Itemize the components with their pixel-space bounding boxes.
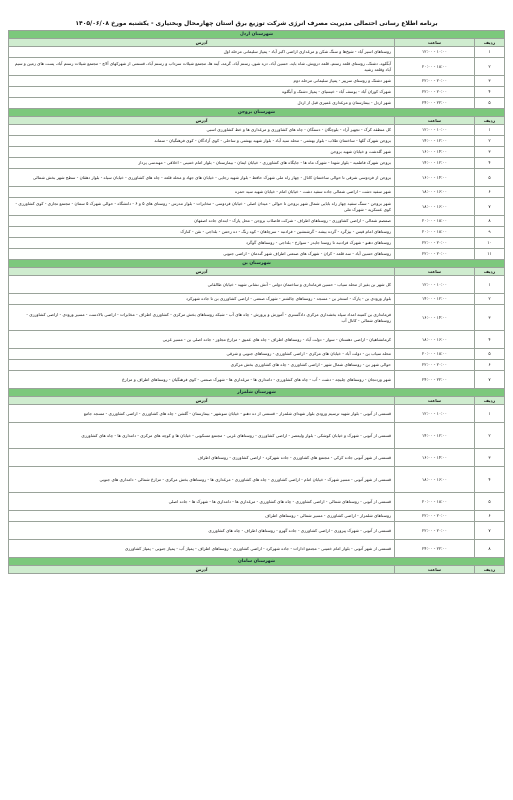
row-address: قسمتی از آتونی - شهرک پیروزی - اراضی کشاورزی - جاده گهرو - روستاهای اطراف - چاه های کشاورزی (9, 522, 395, 540)
table-row (9, 238, 505, 249)
row-number: ۸ (475, 540, 505, 558)
header-row-number: ردیف (475, 39, 505, 47)
row-address: روستاهای امام قیس - بیژگرد - گرده بیشه - گرشنشین - فرادنبه - سرچاهان - کوه رنگ - ده رحمن - بلداجی - نقن - کنارک (9, 227, 395, 238)
row-address: صمصم شمالی - اراضی کشاورزی - روستاهای اطراف - شرکت فاضلاب بروجن - محل پارک - ابتدای جاده اصفهان (9, 216, 395, 227)
row-number: ۳ (475, 76, 505, 87)
row-time: ۲۲:۰۰ - ۲۴:۰۰ (395, 98, 475, 109)
row-time: ۲۰:۰۰ - ۲۲:۰۰ (395, 76, 475, 87)
row-time: ۲۰:۰۰ - ۲۲:۰۰ (395, 238, 475, 249)
section-title-row (9, 260, 505, 268)
row-time: ۱۲:۰۰ - ۱۴:۰۰ (395, 158, 475, 169)
page (8, 0, 505, 574)
row-address: شهر گلدشت و خیابان شهید بروجن (9, 147, 395, 158)
row-number: ۶ (475, 511, 505, 522)
row-address: شهرک کوران آباد - یوسف آباد - خیسیای - پمپاژ دشتک و آبگلوه (9, 87, 395, 98)
table-row (9, 405, 505, 423)
header-address: آدرس (9, 117, 395, 125)
row-number: ۱ (475, 405, 505, 423)
row-time: ۲۰:۰۰ - ۲۲:۰۰ (395, 511, 475, 522)
row-address: شهر بروجن - سنگ سفید چهار راه بابایی شمال شهر بروجن تا حوالی - میدان اصلی - خیابان فردوسی - مخابرات - بلوار مدرس - روستای های ۵ و ۶ - دانشگاه - حوالی شهرک ۵ سمان - مجتمع تجاری - کوی کشاورزی - کوی عسکریه - شهرک ملی (9, 198, 395, 216)
header-row (9, 117, 505, 125)
row-number: ۶ (475, 360, 505, 371)
row-time: ۲۲:۰۰ - ۲۴:۰۰ (395, 540, 475, 558)
table-row (9, 294, 505, 305)
row-address: کرمانشاهیان - اراضی دهستان - سوار - دولت آباد - روستاهای اطراف - چاه های عمیق - مزارع مجاور - جاده اصلی بن - مسیر غربی (9, 331, 395, 349)
row-number: ۴ (475, 331, 505, 349)
table-row (9, 371, 505, 389)
row-address: بروجن شهرک گلها - ساختمان طلاب - بلوار بهشتی - محله سید آباد - بلوار شهید بهشتی و ساحلی - کوی آزادگان - کوی فرهنگیان - سمانه (9, 136, 395, 147)
row-time: ۱۶:۰۰ - ۱۸:۰۰ (395, 331, 475, 349)
table-row (9, 522, 505, 540)
table-row (9, 511, 505, 522)
table-row (9, 198, 505, 216)
table-row (9, 331, 505, 349)
row-number: ۳ (475, 305, 505, 331)
table-row (9, 76, 505, 87)
row-address: بروجن از فردوسی شرقی تا حوالی ساختمان کانال - چهار راه ملی شهرک حافظ - بلوار شهید رجایی - خیابان های جهاد و محله قلعه - چاه های کشاورزی - خیابان سیاه - بلوار دهقان - سطح شهر بخش شمالی (9, 169, 395, 187)
header-row-number: ردیف (475, 117, 505, 125)
header-address: آدرس (9, 39, 395, 47)
row-time: ۱۸:۰۰ - ۲۰:۰۰ (395, 227, 475, 238)
row-address: بروجن شهرک فاطمیه - بلوار شهدا - شهرک ماه ها - جایگاه های کشاورزی - خیابان ایمان - بیمارستان - بلوار امام خمینی - اخلاقی - مهندسی پرداز (9, 158, 395, 169)
row-address: روستاهای شلمزار - اراضی کشاورزی - مسیر شمالی - روستاهای اطراف (9, 511, 395, 522)
row-number: ۴ (475, 158, 505, 169)
row-number: ۷ (475, 198, 505, 216)
row-address: شهر سفید دشت - اراضی شمالی جاده سفید دشت - خیابان امام - خیابان شهید سید حمزه (9, 187, 395, 198)
row-number: ۵ (475, 493, 505, 511)
table-row (9, 216, 505, 227)
header-row-number: ردیف (475, 566, 505, 574)
table-row (9, 227, 505, 238)
row-time: ۱۶:۰۰ - ۱۸:۰۰ (395, 198, 475, 216)
row-time: ۱۸:۰۰ - ۲۰:۰۰ (395, 216, 475, 227)
row-time: ۱۸:۰۰ - ۲۰:۰۰ (395, 349, 475, 360)
schedule-table (8, 30, 505, 574)
row-address: آبگلوه، دشتک، روستای قلعه رستم، قلعه درویش، شاه باید، حسین آباد، دره شور، رستم آباد، گرمه، آینه ها، مجتمع شیلات سرداب و رستم آباد، قسمتی از شهرکهای آلاچ - مجتمع شیلات رستم آباد، پست های زمین و سیم آباد وقلعه رشید (9, 58, 395, 76)
table-row (9, 276, 505, 294)
row-number: ۳ (475, 449, 505, 467)
row-address: قسمتی از شهر آتونی - مسیر شهرک - خیابان امام - اراضی کشاورزی - چاه های کشاورزی - مرغداری ها - روستاهای بخش مرکزی - مزارع شمالی - دامداری های جنوبی (9, 467, 395, 493)
header-time: ساعت (395, 566, 475, 574)
table-row (9, 493, 505, 511)
header-time: ساعت (395, 268, 475, 276)
row-address: شهر دشتک و روستای سرپیر - پمپاژ سلیمانی مرحله دوم (9, 76, 395, 87)
row-time: ۲۰:۰۰ - ۲۲:۰۰ (395, 360, 475, 371)
row-address: قسمتی از آتونی - شهرک و خیابان کوشکی - بلوار ولیعصر - اراضی کشاورزی - روستاهای غربی - مجتمع مسکونی - خیابان ها و کوچه های مرکزی - دامداری ها - چاه های کشاورزی (9, 423, 395, 449)
row-number: ۲ (475, 58, 505, 76)
section-title-row (9, 558, 505, 566)
table-row (9, 125, 505, 136)
row-address: فرمانداری بن کمیته امداد سپاه بخشداری مرکزی دادگستری - آموزش و پرورش - چاه های آب - شبکه روستاهای بخش مرکزی - کشاورزی اطراف - مخابرات - اراضی بالادست - مسیر ورودی - اراضی کشاورزی - روستاهای شمالی - کانال آب (9, 305, 395, 331)
row-address: قسمتی از شهر آتونی جاده کرکی - مجتمع های کشاورزی - جاده شهرکرد - اراضی کشاورزی - روستاهای اطراف (9, 449, 395, 467)
row-address: روستاهای اسیر آباد - شیخ‌ها و سنگ شکن و مرغداری اراضی اکبر آباد - پمپاژ سلیمانی مرحله اول (9, 47, 395, 58)
row-time: ۱۲:۰۰ - ۱۴:۰۰ (395, 136, 475, 147)
table-row (9, 187, 505, 198)
row-time: ۱۰:۰۰ - ۱۲:۰۰ (395, 405, 475, 423)
row-number: ۹ (475, 227, 505, 238)
row-address: حوالی شهر بن - روستاهای شمال شهر - اراضی کشاورزی - چاه های کشاورزی بخش مرکزی (9, 360, 395, 371)
row-address: شهر وردنجان - روستاهای چلیچه - دشت - آب - چاه های کشاورزی - دامداری ها - مرغداری ها - شهرک صنعتی - کوی فرهنگیان - روستاهای اطراف و مزارع (9, 371, 395, 389)
row-number: ۵ (475, 169, 505, 187)
document-title: برنامه اطلاع رسانی احتمالی مدیریت مصرف انرژی شرکت توزیع برق استان چهارمحال وبختیاری - یکشنبه مورخ ۱۴۰۵/۰۶/۰۸ (75, 20, 438, 27)
header-address: آدرس (9, 397, 395, 405)
table-row (9, 305, 505, 331)
table-row (9, 169, 505, 187)
row-address: قسمتی از آتونی - بلوار شهید ترسیم ورودی بلوار شهدای شلمزار - قسمتی از ده دهنو - خیابان سوشهر - بیمارستان - گلشن - چاه های کشاورزی - اراضی کشاورزی - مسجد جامع (9, 405, 395, 423)
row-number: ۵ (475, 98, 505, 109)
row-number: ۴ (475, 87, 505, 98)
row-time: ۲۰:۰۰ - ۲۲:۰۰ (395, 522, 475, 540)
row-time: ۱۲:۰۰ - ۱۴:۰۰ (395, 294, 475, 305)
table-row (9, 349, 505, 360)
row-number: ۷ (475, 522, 505, 540)
header-time: ساعت (395, 397, 475, 405)
table-row (9, 147, 505, 158)
row-number: ۱۰ (475, 238, 505, 249)
row-number: ۶ (475, 187, 505, 198)
row-number: ۲ (475, 136, 505, 147)
section-title: شهرستان شلمزار (9, 389, 505, 397)
table-row (9, 87, 505, 98)
row-time: ۱۸:۰۰ - ۲۰:۰۰ (395, 58, 475, 76)
row-number: ۳ (475, 147, 505, 158)
row-address: بلوار ورودی بن - پارک - استخر بن - مسجد - روستاهای چالشتر - شهرک صنعتی - اراضی کشاورزی بن تا جاده شهرکرد (9, 294, 395, 305)
header-row-number: ردیف (475, 268, 505, 276)
header-address: آدرس (9, 566, 395, 574)
row-time: ۲۲:۰۰ - ۲۴:۰۰ (395, 371, 475, 389)
row-time: ۱۴:۰۰ - ۱۶:۰۰ (395, 305, 475, 331)
row-time: ۱۰:۰۰ - ۱۲:۰۰ (395, 47, 475, 58)
table-row (9, 47, 505, 58)
row-number: ۲ (475, 294, 505, 305)
header-row (9, 39, 505, 47)
row-number: ۵ (475, 349, 505, 360)
table-row (9, 249, 505, 260)
section-title-row (9, 389, 505, 397)
header-time: ساعت (395, 117, 475, 125)
table-row (9, 136, 505, 147)
table-row (9, 360, 505, 371)
row-time: ۱۶:۰۰ - ۱۸:۰۰ (395, 467, 475, 493)
section-title: شهرستان اردل (9, 31, 505, 39)
row-number: ۸ (475, 216, 505, 227)
row-time: ۱۸:۰۰ - ۲۰:۰۰ (395, 493, 475, 511)
section-title: شهرستان بروجن (9, 109, 505, 117)
header-row-number: ردیف (475, 397, 505, 405)
row-address: کل شهر بن بغیر از محله سیاب - حسین فرمانداری و ساختمان دولتی - آتش نشانی شهید - خیابان طالقانی (9, 276, 395, 294)
row-address: قسمتی از آتونی - روستاهای شمالی - اراضی کشاورزی - چاه های کشاورزی - مرغداری ها - دامداری ها - شهرک ها - جاده اصلی (9, 493, 395, 511)
row-time: ۱۲:۰۰ - ۱۴:۰۰ (395, 423, 475, 449)
row-time: ۱۰:۰۰ - ۱۲:۰۰ (395, 276, 475, 294)
row-number: ۱ (475, 125, 505, 136)
section-title: شهرستان بن (9, 260, 505, 268)
row-number: ۱ (475, 276, 505, 294)
row-address: شهر اردل - بیمارستان و مرغداری عمیری قبل از اردل (9, 98, 395, 109)
table-row (9, 98, 505, 109)
table-row (9, 423, 505, 449)
row-time: ۲۰:۰۰ - ۲۲:۰۰ (395, 249, 475, 260)
row-time: ۱۴:۰۰ - ۱۶:۰۰ (395, 147, 475, 158)
row-time: ۱۶:۰۰ - ۱۸:۰۰ (395, 187, 475, 198)
row-address: محله سیاب بن - دولت آباد - خیابان های مرکزی - اراضی کشاورزی - روستاهای جنوبی و شرقی (9, 349, 395, 360)
table-row (9, 58, 505, 76)
row-address: روستاهای حسین آباد - سه قلعه - کران - شهرک های صنعتی اطراف شهر گندمان - اراضی جنوبی (9, 249, 395, 260)
header-row (9, 566, 505, 574)
header-row (9, 268, 505, 276)
row-number: ۱ (475, 47, 505, 58)
row-number: ۷ (475, 371, 505, 389)
table-row (9, 540, 505, 558)
row-time: ۱۴:۰۰ - ۱۶:۰۰ (395, 169, 475, 187)
section-title-row (9, 31, 505, 39)
row-address: قسمتی از شهر آتونی - بلوار امام خمینی - مجتمع ادارات - جاده شهرکرد - اراضی کشاورزی - روستاهای اطراف - پمپاژ آب - پمپاژ جنوبی - پمپاژ کشاورزی (9, 540, 395, 558)
row-time: ۱۴:۰۰ - ۱۶:۰۰ (395, 449, 475, 467)
row-time: ۲۰:۰۰ - ۲۲:۰۰ (395, 87, 475, 98)
table-row (9, 467, 505, 493)
section-title: شهرستان سامان (9, 558, 505, 566)
row-number: ۲ (475, 423, 505, 449)
table-row (9, 449, 505, 467)
section-title-row (9, 109, 505, 117)
row-number: ۴ (475, 467, 505, 493)
header-row (9, 397, 505, 405)
row-number: ۱۱ (475, 249, 505, 260)
header-address: آدرس (9, 268, 395, 276)
row-time: ۱۰:۰۰ - ۱۲:۰۰ (395, 125, 475, 136)
row-address: روستاهای دهنو - شهرک فرادنبه تا روستا جایدر - سوارخ - بلداجی - روستاهای گوگرد (9, 238, 395, 249)
table-row (9, 158, 505, 169)
header-time: ساعت (395, 39, 475, 47)
row-address: کل منطقه کرک - تجهیز آزاد - بلوچگان - دستگان - چاه های کشاورزی و مرغداری ها و خط کشاورزی اسبی (9, 125, 395, 136)
